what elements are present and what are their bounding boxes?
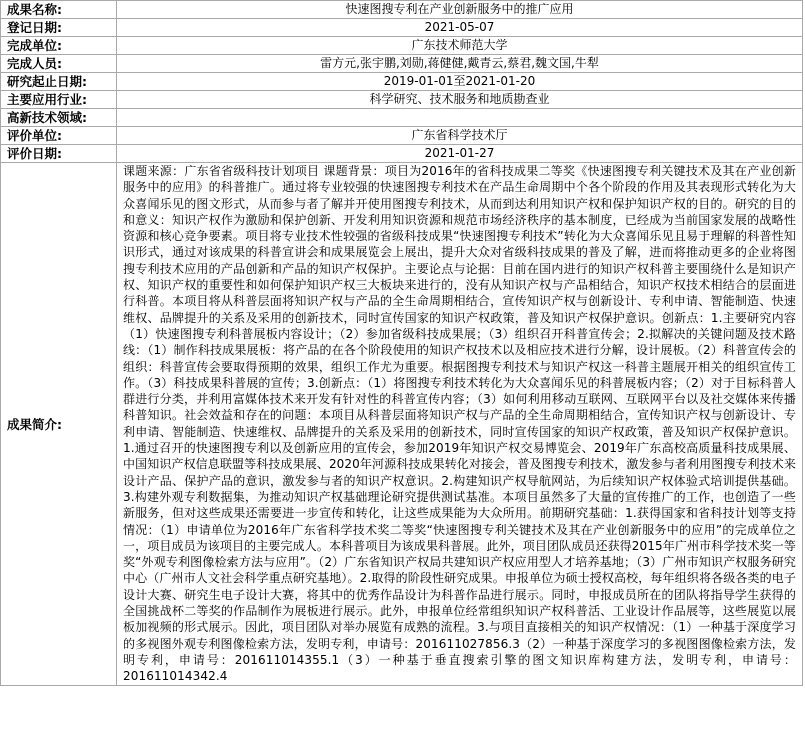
row-completing-unit bbox=[1, 37, 803, 55]
research-period-value: 2019-01-01至2021-01-20 bbox=[117, 73, 803, 91]
row-summary bbox=[1, 163, 803, 686]
main-industry-label: 主要应用行业: bbox=[1, 91, 117, 109]
evaluation-date-value: 2021-01-27 bbox=[117, 145, 803, 163]
completing-persons-value: 雷方元,张宇鹏,刘勋,蒋健健,戴青云,蔡君,魏文国,牛犁 bbox=[117, 55, 803, 73]
completing-unit-value: 广东技术师范大学 bbox=[117, 37, 803, 55]
row-completing-persons bbox=[1, 55, 803, 73]
evaluation-date-label: 评价日期: bbox=[1, 145, 117, 163]
row-high-tech-field bbox=[1, 109, 803, 127]
row-result-name bbox=[1, 1, 803, 19]
summary-text: 课题来源：广东省省级科技计划项目 课题背景：项目为2016年的省科技成果二等奖《快速图搜专利关键技术及其在产业创新服务中的应用》的科普推广。通过将专业较强的快速图搜专利技术在产品生命周期中个各个阶段的作用及其表现形式转化为大众喜闻乐见的图文形式，从而参与者了解并开使用图搜专利技术，从而到达利用知识产权和保护知识产权的目的。研究的目的和意义：知识产权作为激励和保护创新、开发利用知识资源和规范市场经济秩序的基本制度，已经成为当前国家发展的战略性资源和核心竞争要素。项目将专业技术性较强的省级科技成果“快速图搜专利技术”转化为大众喜闻乐见且易于理解的科普性知识形式，通过对该成果的科普宣讲会和成果展览会上展出，提升大众对省级科技成果的普及了解，进而将推动更多的企业将图搜专利技术应用的产品创新和产品的知识产权保护。主要论点与论据：目前在国内进行的知识产权科普主要围绕什么是知识产权、知识产权的重要性和如何保护知识产权三大板块来进行的，没有从知识产权与产品相结合，知识产权技术相结合的层面进行科普。本项目将从科普层面将知识产权与产品的全生命周期相结合，宣传知识产权与创新设计、专利申请、智能制造、快速维权、品牌提升的关系及采用的创新技术，同时宣传国家的知识产权政策，普及知识产权保护意识。创新点：1.主要研究内容（1）快速图搜专利科普展板内容设计；（2）参加省级科技成果展；（3）组织召开科普宣传会；2.拟解决的关键问题及技术路线：（1）制作科技成果展板：将产品的在各个阶段使用的知识产权技术以及相应技术进行分解，设计展板。（2）科普宣传会的组织：科普宣传会要取得预期的效果，组织工作尤为重要。根据图搜专利技术与知识产权这一科普主题展开相关的组织宣传工作。（3）科技成果科普展的宣传；3.创新点：（1）将图搜专利技术转化为大众喜闻乐见的科普展板内容；（2）对于目标科普人群进行分类，并利用富媒体技术来开发有针对性的科普宣传内容；（3）如何利用移动互联网、互联网平台以及社交媒体来传播科普知识。社会效益和存在的问题：本项目从科普层面将知识产权与产品的全生命周期相结合，宣传知识产权与创新设计、专利申请、智能制造、快速维权、品牌提升的关系及采用的创新技术，同时宣传国家的知识产权政策，普及知识产权保护意识。1.通过召开的快速图搜专利以及创新应用的宣传会，参加2019年知识产权交易博览会、2019年广东高校高质量科技成果展、中国知识产权信息联盟等科技成果展、2020年河源科技成果转化对接会，普及图搜专利技术，激发参与者利用图搜专利技术来设计产品、保护产品的意识，激发参与者的知识产权意识。2.构建知识产权导航网站，为后续知识产权体验式培训提供基础。3.构建外观专利数据集，为推动知识产权基础理论研究提供测试基准。本项目虽然多了大量的宣传推广的工作，也创造了一些新服务，但对这些成果还需要进一步宣传和转化，让这些成果能为大众所用。前期研究基础：1.获得国家和省科技计划等支持情况：（1）申请单位为2016年广东省科学技术奖二等奖“快速图搜专利关键技术及其在产业创新服务中的应用”的完成单位之一，项目成员为该项目的主要完成人。本科普项目为该成果科普展。此外，项目团队成员还获得2015年广州市科学技术奖一等奖“外观专利图像检索方法与应用”。（2）广东省知识产权局共建知识产权应用型人才培养基地；（3）广州市知识产权服务研究中心（广州市人文社会科学重点研究基地）。2.取得的阶段性研究成果。申报单位为硕士授权高校，每年组织将各级各类的电子设计大赛、研究生电子设计大赛，将其中的优秀作品设计为科普作品进行展示。同时，申报成员所在的团队将指导学生获得的全国挑战杯二等奖的作品制作为展板进行展示。此外，申报单位经常组织知识产权科普活、工业设计作品展等，这些展览以展板加视频的形式展示。因此，项目团队对举办展览有成熟的流程。3.与项目直接相关的知识产权情况：（1）一种基于深度学习的多视图外观专利图像检索方法，发明专利，申请号：201611027856.3（2）一种基于深度学习的多视图图像检索方法，发明专利，申请号：201611014355.1（3）一种基于垂直搜索引擎的图文知识库构建方法，发明专利，申请号：201611014342.4 bbox=[117, 163, 803, 686]
registration-date-label: 登记日期: bbox=[1, 19, 117, 37]
result-name-value: 快速图搜专利在产业创新服务中的推广应用 bbox=[117, 1, 803, 19]
high-tech-field-label: 高新技术领域: bbox=[1, 109, 117, 127]
row-evaluation-date bbox=[1, 145, 803, 163]
completing-persons-label: 完成人员: bbox=[1, 55, 117, 73]
registration-date-value: 2021-05-07 bbox=[117, 19, 803, 37]
evaluation-unit-value: 广东省科学技术厅 bbox=[117, 127, 803, 145]
high-tech-field-value bbox=[117, 109, 803, 127]
evaluation-unit-label: 评价单位: bbox=[1, 127, 117, 145]
completing-unit-label: 完成单位: bbox=[1, 37, 117, 55]
row-main-industry bbox=[1, 91, 803, 109]
main-industry-value: 科学研究、技术服务和地质勘查业 bbox=[117, 91, 803, 109]
summary-label: 成果简介: bbox=[1, 163, 117, 686]
research-period-label: 研究起止日期: bbox=[1, 73, 117, 91]
row-evaluation-unit bbox=[1, 127, 803, 145]
row-registration-date bbox=[1, 19, 803, 37]
result-name-label: 成果名称: bbox=[1, 1, 117, 19]
row-research-period bbox=[1, 73, 803, 91]
